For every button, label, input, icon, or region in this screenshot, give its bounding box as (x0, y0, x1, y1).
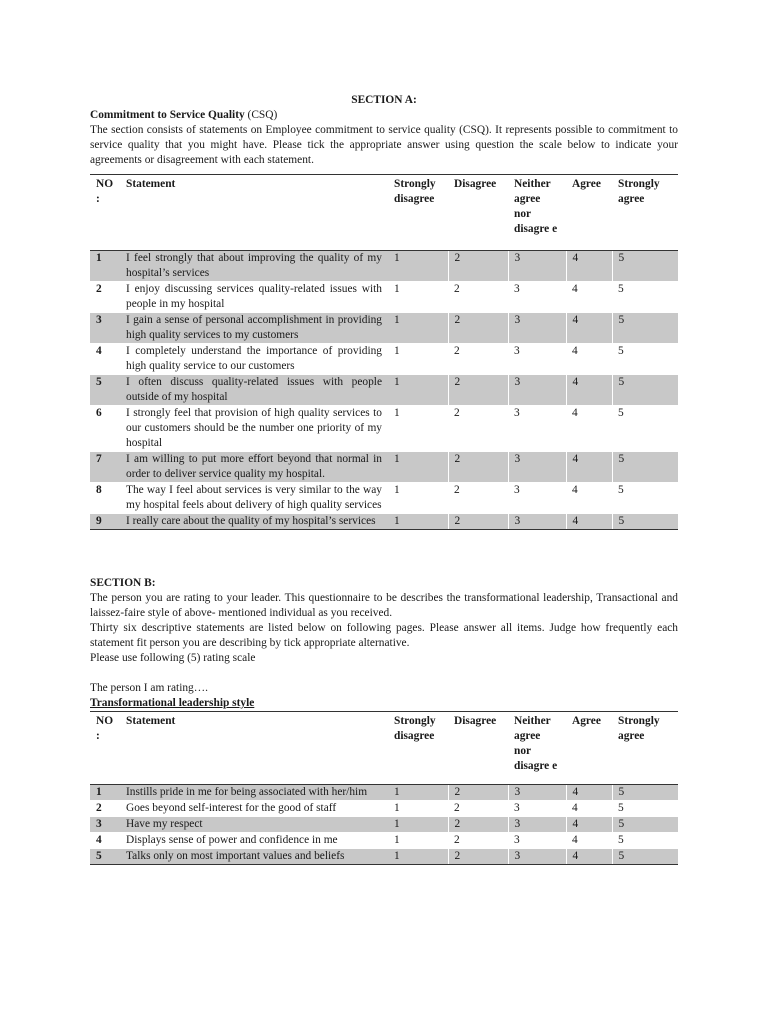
option-neither[interactable]: 3 (508, 313, 566, 344)
table-row (90, 514, 678, 530)
option-disagree[interactable]: 2 (448, 344, 508, 375)
header-strongly-disagree: Strongly disagree (388, 175, 448, 251)
row-number: 8 (90, 483, 120, 514)
table-row (90, 251, 678, 282)
table-row (90, 344, 678, 375)
option-strongly-agree[interactable]: 5 (612, 514, 678, 530)
csq-table (90, 174, 678, 530)
header-no: NO : (90, 712, 120, 785)
header-agree: Agree (566, 712, 612, 785)
option-strongly-disagree[interactable]: 1 (388, 452, 448, 483)
option-agree[interactable]: 4 (566, 452, 612, 483)
option-strongly-agree[interactable]: 5 (612, 801, 678, 817)
table-row (90, 849, 678, 865)
csq-title: Commitment to Service Quality (90, 109, 245, 121)
header-no: NO : (90, 175, 120, 251)
option-disagree[interactable]: 2 (448, 785, 508, 801)
option-disagree[interactable]: 2 (448, 251, 508, 282)
option-disagree[interactable]: 2 (448, 313, 508, 344)
row-number: 4 (90, 344, 120, 375)
section-a-intro: The section consists of statements on Employee commitment to service quality (CSQ). It represents possible to commitment to service quality that you might have. Please tick the appropriate answer using question the scale below to indicate your agreements or disagreement with each statement. (90, 124, 678, 166)
section-b-title: SECTION B: (90, 577, 156, 589)
table-row (90, 452, 678, 483)
header-neither: Neither agree nor disagre e (508, 175, 566, 251)
row-statement: Have my respect (120, 817, 388, 833)
header-neither: Neither agree nor disagre e (508, 712, 566, 785)
option-strongly-agree[interactable]: 5 (612, 406, 678, 452)
row-statement: I enjoy discussing services quality-related issues with people in my hospital (120, 282, 388, 313)
option-strongly-disagree[interactable]: 1 (388, 833, 448, 849)
row-statement: I often discuss quality-related issues with people outside of my hospital (120, 375, 388, 406)
section-b-intro-3: Please use following (5) rating scale (90, 652, 256, 664)
option-neither[interactable]: 3 (508, 483, 566, 514)
option-neither[interactable]: 3 (508, 406, 566, 452)
row-number: 6 (90, 406, 120, 452)
header-statement: Statement (120, 712, 388, 785)
table-row (90, 801, 678, 817)
option-agree[interactable]: 4 (566, 833, 612, 849)
table-row (90, 375, 678, 406)
option-agree[interactable]: 4 (566, 849, 612, 865)
option-agree[interactable]: 4 (566, 817, 612, 833)
leadership-table (90, 711, 678, 865)
csq-abbr: (CSQ) (244, 109, 278, 121)
row-number: 3 (90, 817, 120, 833)
section-b-intro-2: Thirty six descriptive statements are listed below on following pages. Please answer all items. Judge how frequently each statement fit person you are describing by tick appropriate alternative. (90, 622, 678, 649)
row-number: 3 (90, 313, 120, 344)
option-agree[interactable]: 4 (566, 514, 612, 530)
option-strongly-disagree[interactable]: 1 (388, 375, 448, 406)
option-strongly-disagree[interactable]: 1 (388, 514, 448, 530)
option-strongly-agree[interactable]: 5 (612, 833, 678, 849)
table-row (90, 282, 678, 313)
row-number: 1 (90, 251, 120, 282)
table-row (90, 406, 678, 452)
option-disagree[interactable]: 2 (448, 282, 508, 313)
section-a-subheading (90, 108, 678, 123)
option-agree[interactable]: 4 (566, 313, 612, 344)
header-agree: Agree (566, 175, 612, 251)
row-number: 4 (90, 833, 120, 849)
table-row (90, 313, 678, 344)
option-neither[interactable]: 3 (508, 282, 566, 313)
option-agree[interactable]: 4 (566, 251, 612, 282)
option-agree[interactable]: 4 (566, 375, 612, 406)
option-disagree[interactable]: 2 (448, 483, 508, 514)
option-strongly-disagree[interactable]: 1 (388, 483, 448, 514)
row-number: 2 (90, 282, 120, 313)
row-number: 5 (90, 375, 120, 406)
option-neither[interactable]: 3 (508, 833, 566, 849)
row-statement: I strongly feel that provision of high quality services to our customers should be the number one priority of my hospital (120, 406, 388, 452)
option-disagree[interactable]: 2 (448, 514, 508, 530)
table-row (90, 785, 678, 801)
row-statement: I really care about the quality of my hospital’s services (120, 514, 388, 530)
option-disagree[interactable]: 2 (448, 406, 508, 452)
option-neither[interactable]: 3 (508, 849, 566, 865)
option-strongly-agree[interactable]: 5 (612, 817, 678, 833)
option-disagree[interactable]: 2 (448, 833, 508, 849)
header-disagree: Disagree (448, 175, 508, 251)
row-statement: I completely understand the importance of providing high quality service to our customers (120, 344, 388, 375)
table-row (90, 817, 678, 833)
option-agree[interactable]: 4 (566, 344, 612, 375)
header-strongly-agree: Strongly agree (612, 712, 678, 785)
header-disagree: Disagree (448, 712, 508, 785)
option-disagree[interactable]: 2 (448, 849, 508, 865)
row-statement: I am willing to put more effort beyond that normal in order to deliver service quality my hospital. (120, 452, 388, 483)
option-strongly-disagree[interactable]: 1 (388, 849, 448, 865)
row-statement: I gain a sense of personal accomplishment in providing high quality services to my customers (120, 313, 388, 344)
header-statement: Statement (120, 175, 388, 251)
row-number: 2 (90, 801, 120, 817)
document-page (90, 0, 678, 865)
option-neither[interactable]: 3 (508, 251, 566, 282)
row-statement: Talks only on most important values and beliefs (120, 849, 388, 865)
header-strongly-disagree: Strongly disagree (388, 712, 448, 785)
option-agree[interactable]: 4 (566, 282, 612, 313)
option-strongly-agree[interactable]: 5 (612, 483, 678, 514)
option-agree[interactable]: 4 (566, 801, 612, 817)
option-strongly-agree[interactable]: 5 (612, 849, 678, 865)
section-b-intro-1: The person you are rating to your leader. This questionnaire to be describes the transformational leadership, Transactional and laissez-faire style of above- mentioned individual as you received. (90, 592, 678, 619)
rating-line: The person I am rating…. (90, 682, 208, 694)
section-a-title: SECTION A: (351, 94, 417, 106)
option-strongly-agree[interactable]: 5 (612, 344, 678, 375)
row-number: 1 (90, 785, 120, 801)
option-neither[interactable]: 3 (508, 817, 566, 833)
row-number: 5 (90, 849, 120, 865)
option-strongly-disagree[interactable]: 1 (388, 801, 448, 817)
option-disagree[interactable]: 2 (448, 375, 508, 406)
option-strongly-agree[interactable]: 5 (612, 251, 678, 282)
option-disagree[interactable]: 2 (448, 817, 508, 833)
option-neither[interactable]: 3 (508, 514, 566, 530)
option-strongly-agree[interactable]: 5 (612, 313, 678, 344)
option-neither[interactable]: 3 (508, 801, 566, 817)
option-strongly-disagree[interactable]: 1 (388, 817, 448, 833)
option-strongly-agree[interactable]: 5 (612, 785, 678, 801)
option-neither[interactable]: 3 (508, 785, 566, 801)
row-statement: Instills pride in me for being associated with her/him (120, 785, 388, 801)
style-heading: Transformational leadership style (90, 697, 255, 709)
option-strongly-disagree[interactable]: 1 (388, 313, 448, 344)
option-strongly-agree[interactable]: 5 (612, 375, 678, 406)
row-statement: Displays sense of power and confidence in me (120, 833, 388, 849)
option-neither[interactable]: 3 (508, 344, 566, 375)
option-disagree[interactable]: 2 (448, 801, 508, 817)
option-neither[interactable]: 3 (508, 452, 566, 483)
row-statement: I feel strongly that about improving the quality of my hospital’s services (120, 251, 388, 282)
row-number: 9 (90, 514, 120, 530)
option-strongly-agree[interactable]: 5 (612, 452, 678, 483)
table-row (90, 483, 678, 514)
row-statement: The way I feel about services is very similar to the way my hospital feels about delivery of high quality services (120, 483, 388, 514)
table-row (90, 833, 678, 849)
option-disagree[interactable]: 2 (448, 452, 508, 483)
option-strongly-disagree[interactable]: 1 (388, 344, 448, 375)
option-strongly-agree[interactable]: 5 (612, 282, 678, 313)
option-agree[interactable]: 4 (566, 483, 612, 514)
table-header-row (90, 712, 678, 785)
row-statement: Goes beyond self-interest for the good of staff (120, 801, 388, 817)
option-neither[interactable]: 3 (508, 375, 566, 406)
option-agree[interactable]: 4 (566, 785, 612, 801)
option-strongly-disagree[interactable]: 1 (388, 282, 448, 313)
option-strongly-disagree[interactable]: 1 (388, 251, 448, 282)
option-strongly-disagree[interactable]: 1 (388, 785, 448, 801)
option-agree[interactable]: 4 (566, 406, 612, 452)
row-number: 7 (90, 452, 120, 483)
option-strongly-disagree[interactable]: 1 (388, 406, 448, 452)
table-header-row (90, 175, 678, 251)
header-strongly-agree: Strongly agree (612, 175, 678, 251)
